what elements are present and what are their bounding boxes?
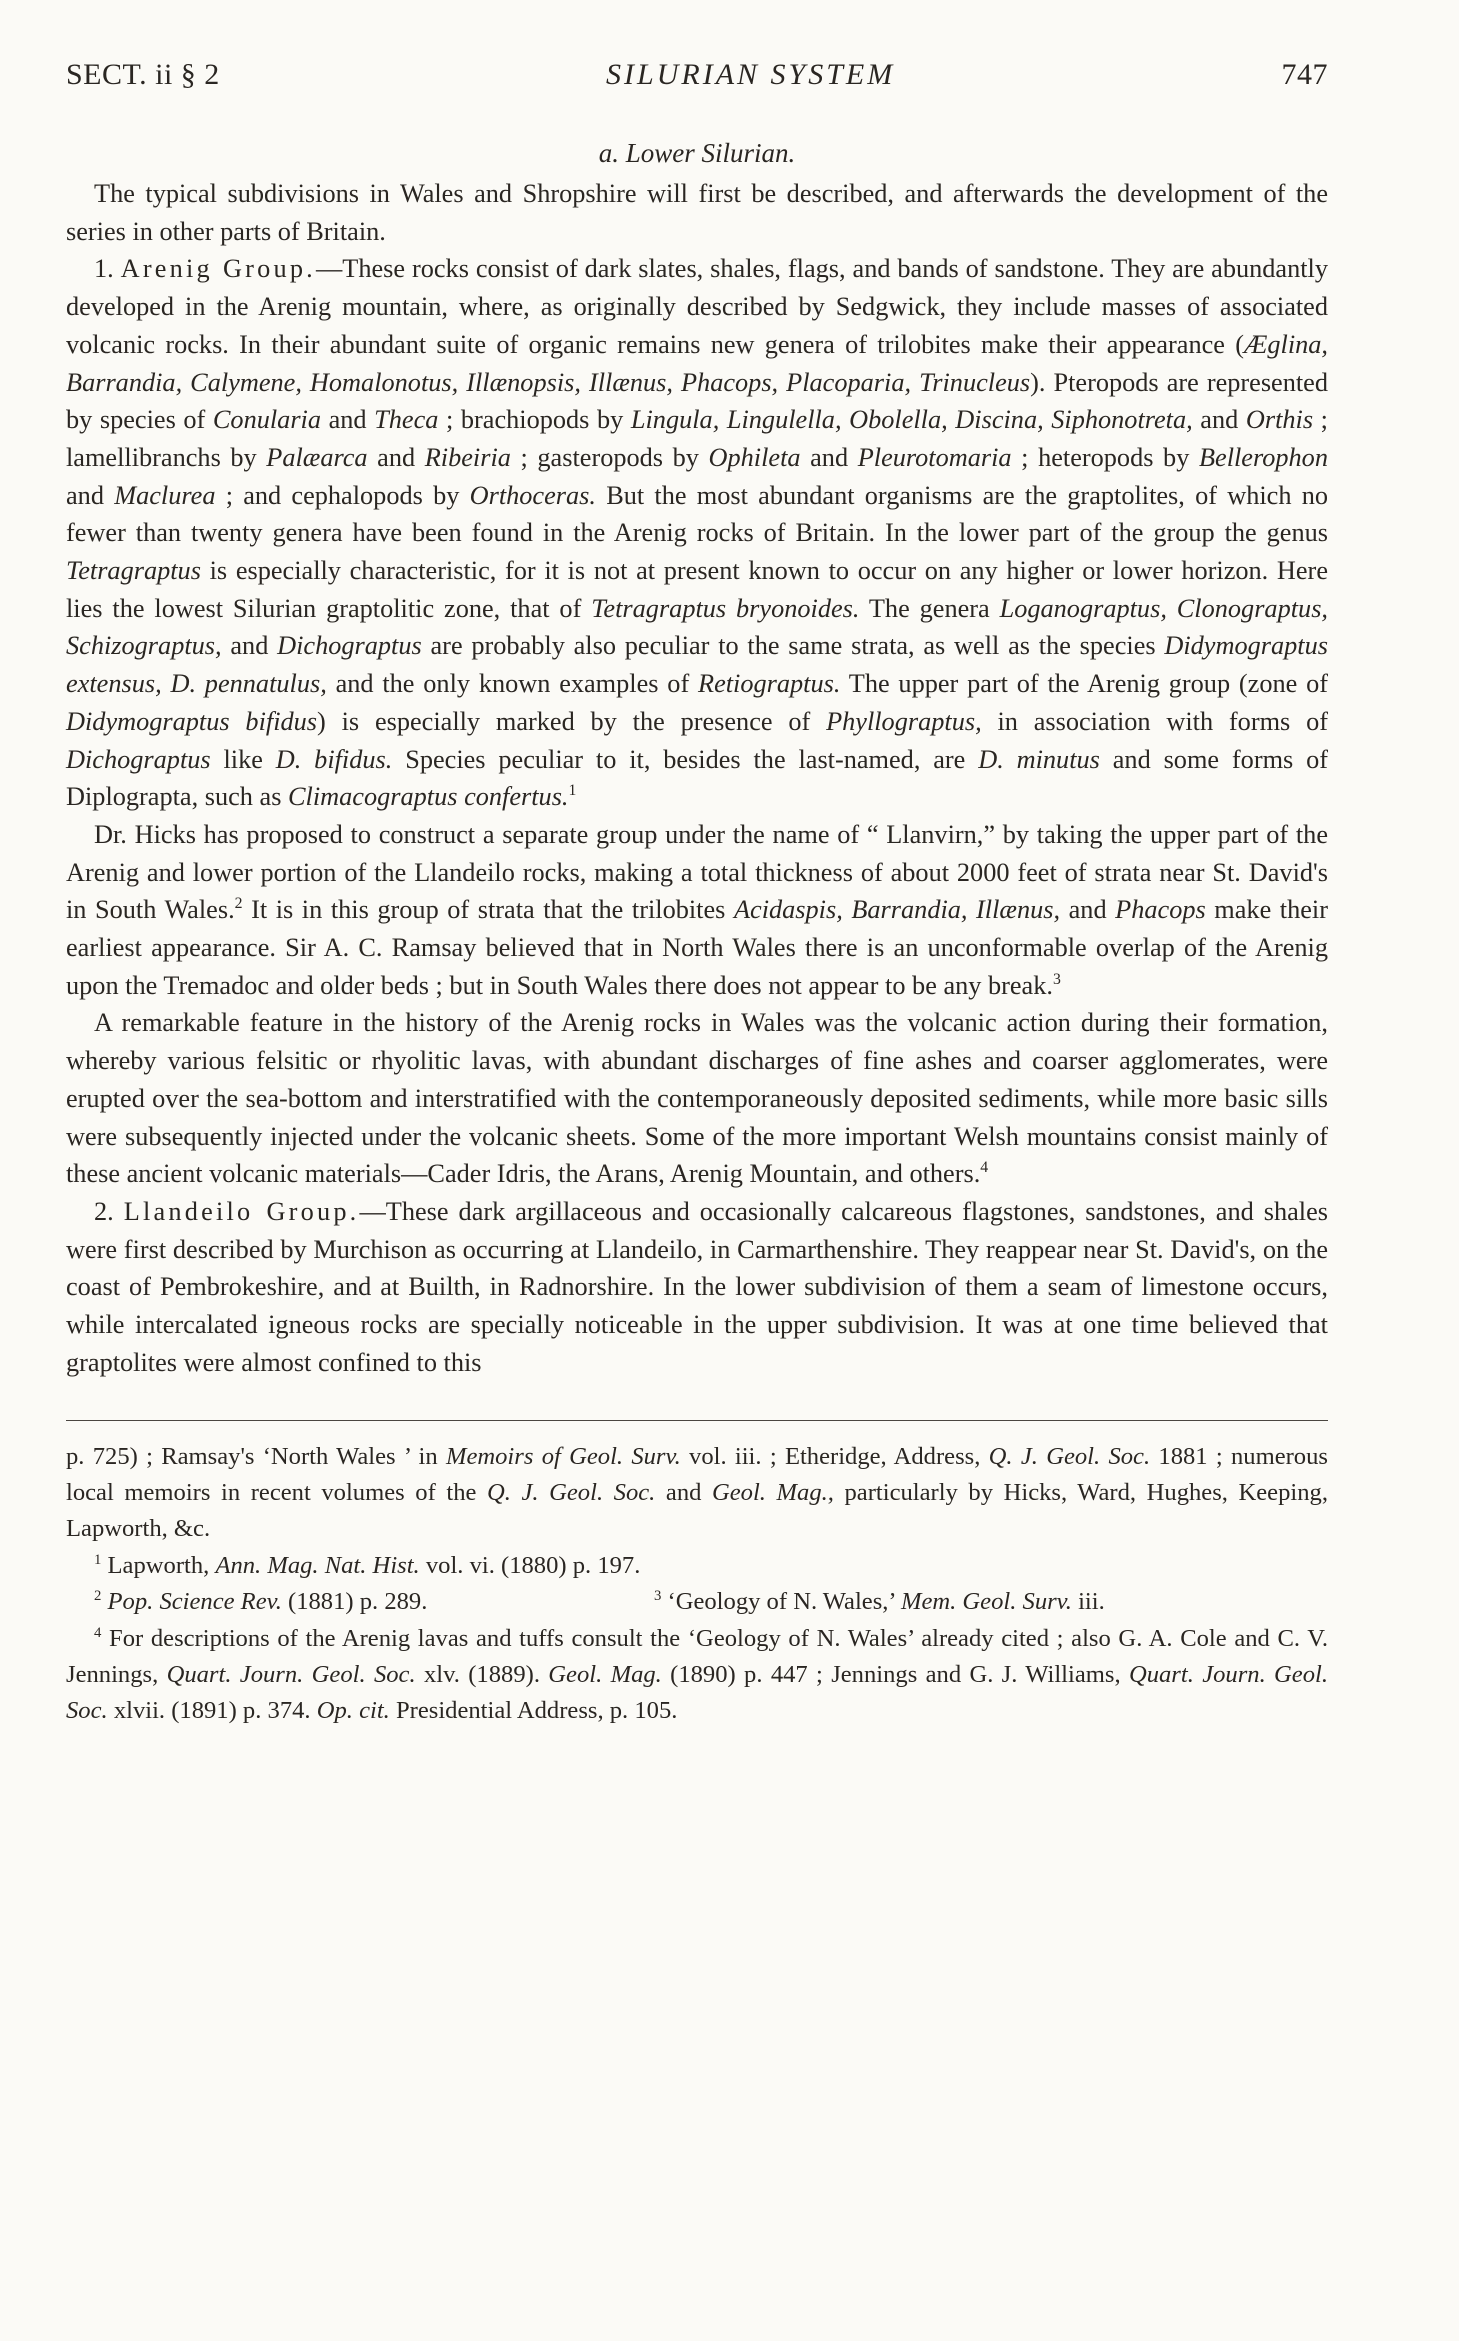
footnote-3: $^3$ ‘Geology of N. Wales,’ Mem. Geol. Surv. iii. bbox=[654, 1587, 1105, 1616]
running-title: SILURIAN SYSTEM bbox=[606, 58, 896, 91]
page-number: 747 bbox=[1281, 58, 1328, 91]
subsection-heading: a. Lower Silurian. bbox=[598, 138, 796, 168]
footnote-4: $^4$ For descriptions of the Arenig lavas and tuffs consult the ‘Geology of N. Wales’ already cited ; also G. A. Cole and C. V. Jennings, Quart. Journ. Geol. Soc. xlv. (1889). Geol. Mag. (1890) p. 447 ; Jennings and G. J. Williams, Quart. Journ. Geol. Soc. xlvii. (1891) p. 374. Op. cit. Presidential Address, p. 105. bbox=[66, 1624, 1329, 1725]
arenig-group-heading: Arenig Group. bbox=[120, 254, 316, 284]
running-head bbox=[66, 58, 1328, 102]
llandeilo-group-heading: Llandeilo Group. bbox=[123, 1196, 360, 1226]
page bbox=[66, 58, 1328, 1730]
paragraph-volcanic: A remarkable feature in the history of the Arenig rocks in Wales was the volcanic action during their formation, whereby various felsitic or rhyolitic lavas, with abundant discharges of fine ashes and coarser agglomerates, were erupted over the sea-bottom and interstratified with the contemporaneously deposited sediments, while more basic sills were subsequently injected under the volcanic sheets. Some of the more important Welsh mountains consist mainly of these ancient volcanic materials—Cader Idris, the Arans, Arenig Mountain, and others.$^4$ bbox=[66, 1008, 1328, 1189]
footnote-ref-2: 2 bbox=[234, 895, 243, 913]
footnote-1: $^1$ Lapworth, Ann. Mag. Nat. Hist. vol. vi. (1880) p. 197. bbox=[94, 1551, 641, 1579]
footnote-ref-1: 1 bbox=[568, 782, 577, 800]
footnote-continuation: p. 725) ; Ramsay's ‘North Wales ’ in Memoirs of Geol. Surv. vol. iii. ; Etheridge, Address, Q. J. Geol. Soc. 1881 ; numerous local memoirs in recent volumes of the Q. J. Geol. Soc. and Geol. Mag., particularly by Hicks, Ward, Hughes, Keeping, Lapworth, &c. bbox=[66, 1442, 1328, 1543]
section-label: SECT. ii § 2 bbox=[66, 58, 220, 91]
footnote-ref-4: 4 bbox=[980, 1159, 989, 1177]
footnote-2: $^2$ Pop. Science Rev. (1881) p. 289. bbox=[94, 1587, 428, 1616]
body-text bbox=[66, 175, 1328, 1382]
paragraph-llanvirn: Dr. Hicks has proposed to construct a separate group under the name of “ Llanvirn,” by taking the upper part of the Arenig and lower portion of the Llandeilo rocks, making a total thickness of about 2000 feet of strata near St. David's in South Wales.$^2$ It is in this group of strata that the trilobites Acidaspis, Barrandia, Illænus, and Phacops make their earliest appearance. Sir A. C. Ramsay believed that in North Wales there is an unconformable overlap of the Arenig upon the Tremadoc and older beds ; but in South Wales there does not appear to be any break.$^3$ bbox=[66, 819, 1328, 1000]
footnote-ref-3: 3 bbox=[1052, 971, 1061, 988]
footnote-row-2-3 bbox=[66, 1584, 1328, 1620]
paragraph-intro: The typical subdivisions in Wales and Shropshire will first be described, and afterwards the development of the series in other parts of Britain. bbox=[66, 179, 1328, 246]
footnote-divider bbox=[66, 1420, 1328, 1421]
footnotes bbox=[66, 1439, 1328, 1730]
paragraph-arenig: 1. Arenig Group.—These rocks consist of dark slates, shales, flags, and bands of sandstone. They are abundantly developed in the Arenig mountain, where, as originally described by Sedgwick, they include masses of associated volcanic rocks. In their abundant suite of organic remains new genera of trilobites make their appearance (Æglina, Barrandia, Calymene, Homalonotus, Illænopsis, Illænus, Phacops, Placoparia, Trinucleus). Pteropods are represented by species of Conularia and Theca ; brachiopods by Lingula, Lingulella, Obolella, Discina, Siphonotreta, and Orthis ; lamellibranchs by Palæarca and Ribeiria ; gasteropods by Ophileta and Pleurotomaria ; heteropods by Bellerophon and Maclurea ; and cephalopods by Orthoceras. But the most abundant organisms are the graptolites, of which no fewer than twenty genera have been found in the Arenig rocks of Britain. In the lower part of the group the genus Tetragraptus is especially characteristic, for it is not at present known to occur on any higher or lower horizon. Here lies the lowest Silurian graptolitic zone, that of Tetragraptus bryonoides. The genera Loganograptus, Clonograptus, Schizograptus, and Dichograptus are probably also peculiar to the same strata, as well as the species Didymograptus extensus, D. pennatulus, and the only known examples of Retiograptus. The upper part of the Arenig group (zone of Didymograptus bifidus) is especially marked by the presence of Phyllograptus, in association with forms of Dichograptus like D. bifidus. Species peculiar to it, besides the last-named, are D. minutus and some forms of Diplograpta, such as Climacograptus confertus.$^1$ bbox=[66, 254, 1329, 812]
paragraph-llandeilo: 2. Llandeilo Group.—These dark argillaceous and occasionally calcareous flagstones, sandstones, and shales were first described by Murchison as occurring at Llandeilo, in Carmarthenshire. They reappear near St. David's, on the coast of Pembrokeshire, and at Builth, in Radnorshire. In the lower subdivision of them a seam of limestone occurs, while intercalated igneous rocks are specially noticeable in the upper subdivision. It was at one time believed that graptolites were almost confined to this bbox=[66, 1196, 1329, 1377]
